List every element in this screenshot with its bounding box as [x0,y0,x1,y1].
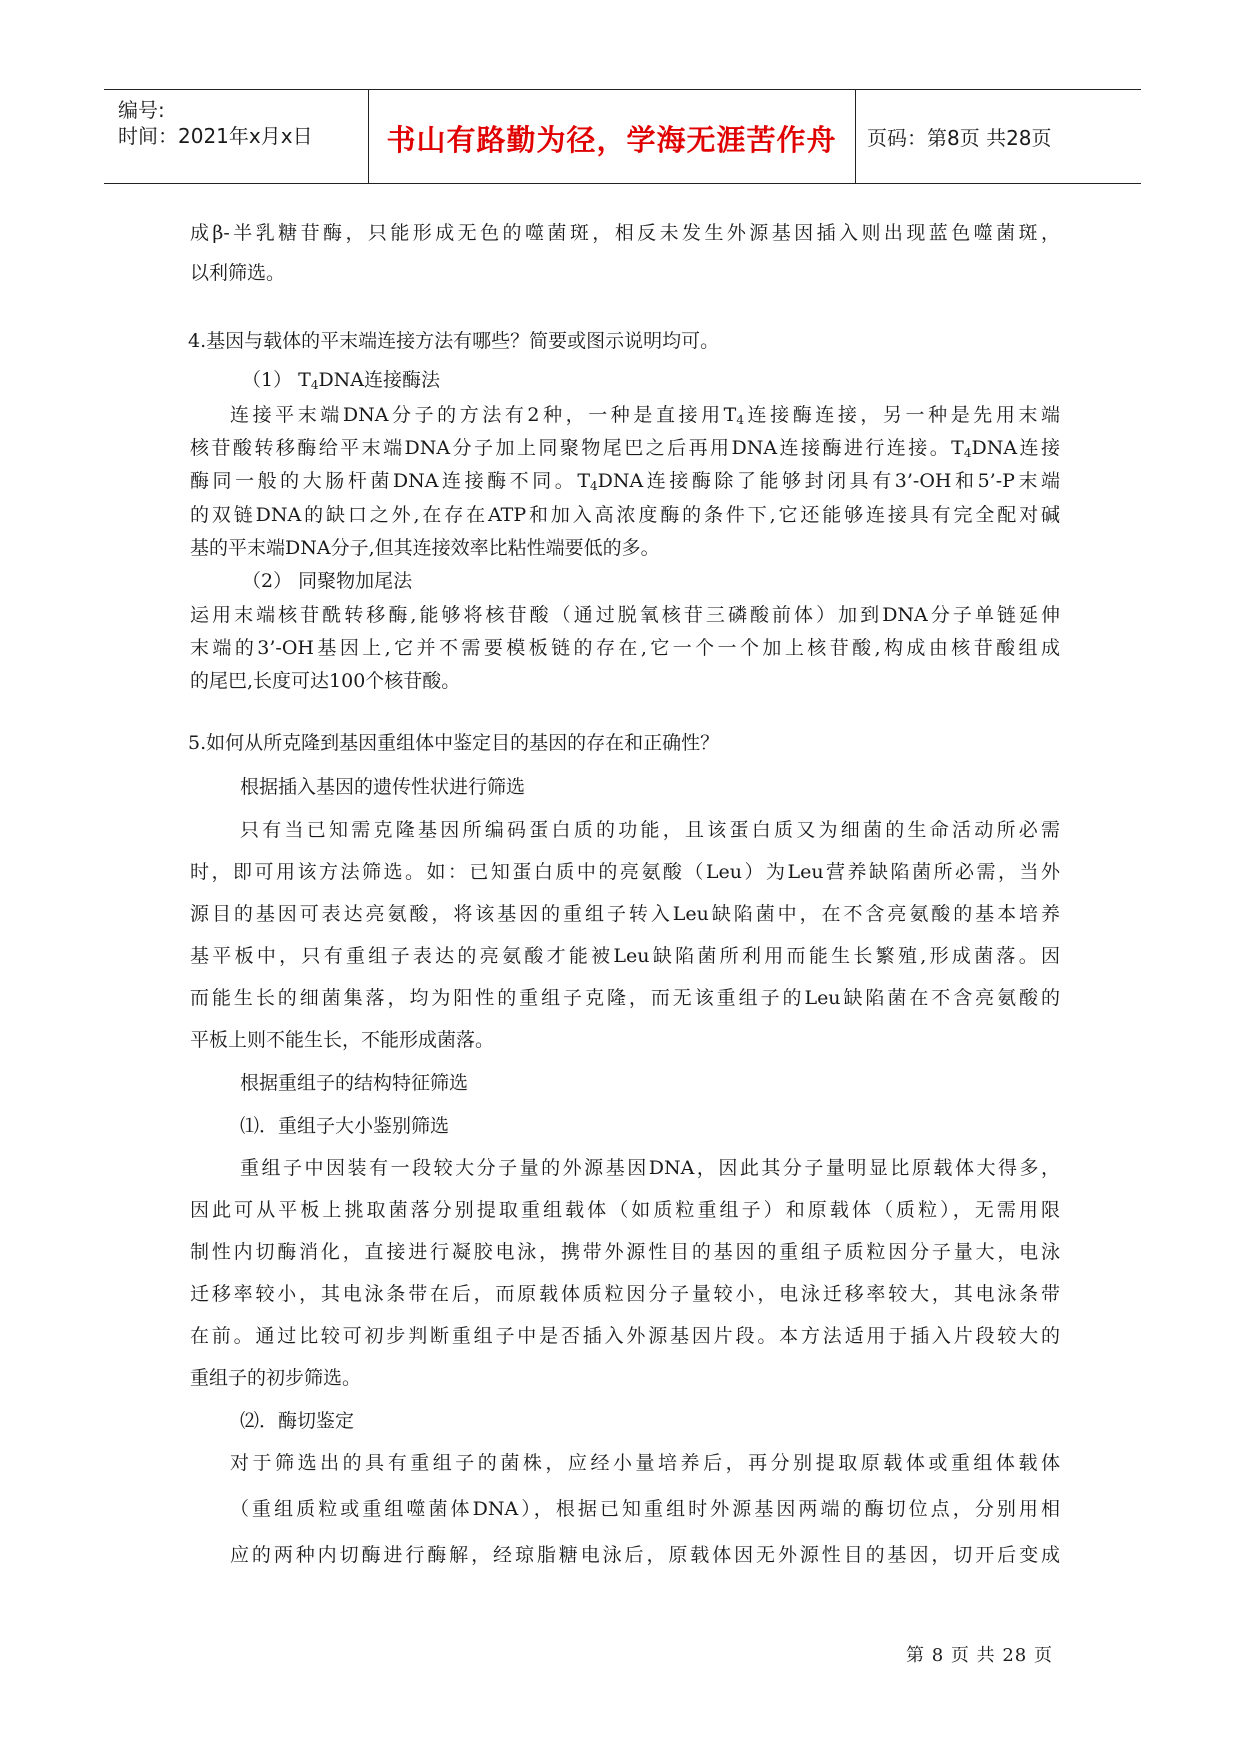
paragraph-line: 迁移率较小，其电泳条带在后，而原载体质粒因分子量较小，电泳迁移率较大，其电泳条带 [190,1283,1060,1305]
header-meta-cell [104,90,369,183]
paragraph-line: 末端的3’-OH基因上,它并不需要模板链的存在,它一个一个加上核苷酸,构成由核苷酸组成 [190,637,1060,659]
paragraph-line: 应的两种内切酶进行酶解，经琼脂糖电泳后，原载体因无外源性目的基因，切开后变成 [230,1544,1060,1566]
paragraph-line: 成β-半乳糖苷酶，只能形成无色的噬菌斑，相反未发生外源基因插入则出现蓝色噬菌斑， [190,222,1060,244]
document-time-label: 时间：2021年x月x日 [118,124,313,148]
paragraph-line: 因此可从平板上挑取菌落分别提取重组载体（如质粒重组子）和原载体（质粒），无需用限 [190,1199,1060,1221]
document-number-label: 编号: [118,98,165,122]
subheading-enzyme-digestion: ⑵．酶切鉴定 [240,1410,355,1432]
header-page-cell [855,90,1141,183]
paragraph-line: （重组质粒或重组噬菌体DNA），根据已知重组时外源基因两端的酶切位点，分别用相 [230,1498,1060,1520]
paragraph-line: 酶同一般的大肠杆菌DNA连接酶不同。$T_4DNA$连接酶除了能够封闭具有3’-OH和5’-P末端 [190,470,1060,493]
header-motto: 书山有路勤为径，学海无涯苦作舟 [386,123,837,157]
section-heading: 根据重组子的结构特征筛选 [240,1072,469,1094]
paragraph-line: 制性内切酶消化，直接进行凝胶电泳，携带外源性目的基因的重组子质粒因分子量大，电泳 [190,1241,1060,1263]
header-motto-cell [368,90,856,183]
paragraph-line: 的双链DNA的缺口之外,在存在ATP和加入高浓度酶的条件下,它还能够连接具有完全配对碱 [190,504,1060,526]
page-header [104,89,1141,184]
section-heading: 根据插入基因的遗传性状进行筛选 [240,776,526,798]
paragraph-line: 以利筛选。 [190,262,286,284]
paragraph-line: 基平板中，只有重组子表达的亮氨酸才能被Leu缺陷菌所利用而能生长繁殖,形成菌落。因 [190,945,1060,967]
paragraph-line: 平板上则不能生长，不能形成菌落。 [190,1029,495,1051]
paragraph-line: 对于筛选出的具有重组子的菌株，应经小量培养后，再分别提取原载体或重组体载体 [230,1452,1060,1474]
paragraph-line: 连接平末端DNA分子的方法有2种，一种是直接用$T_4$连接酶连接，另一种是先用末端 [230,404,1060,427]
subheading-homopolymer-tailing: （2） 同聚物加尾法 [242,570,413,592]
paragraph-line: 而能生长的细菌集落，均为阳性的重组子克隆，而无该重组子的Leu缺陷菌在不含亮氨酸的 [190,987,1060,1009]
paragraph-line: 重组子的初步筛选。 [190,1367,362,1389]
question-5-heading: 5.如何从所克隆到基因重组体中鉴定目的基因的存在和正确性？ [188,732,720,754]
subheading-t4-ligase: （1） $T_4DNA$连接酶法 [242,369,441,392]
paragraph-line: 在前。通过比较可初步判断重组子中是否插入外源基因片段。本方法适用于插入片段较大的 [190,1325,1060,1347]
paragraph-line: 运用末端核苷酰转移酶,能够将核苷酸（通过脱氧核苷三磷酸前体）加到DNA分子单链延伸 [190,604,1060,626]
paragraph-line: 重组子中因装有一段较大分子量的外源基因DNA，因此其分子量明显比原载体大得多， [240,1157,1060,1179]
question-4-heading: 4.基因与载体的平末端连接方法有哪些？简要或图示说明均可。 [188,330,720,352]
paragraph-line: 核苷酸转移酶给平末端DNA分子加上同聚物尾巴之后再用DNA连接酶进行连接。$T_4DNA$连接 [190,437,1060,460]
paragraph-line: 的尾巴,长度可达100个核苷酸。 [190,670,461,692]
paragraph-line: 只有当已知需克隆基因所编码蛋白质的功能，且该蛋白质又为细菌的生命活动所必需 [240,819,1060,841]
paragraph-line: 源目的基因可表达亮氨酸，将该基因的重组子转入Leu缺陷菌中，在不含亮氨酸的基本培养 [190,903,1060,925]
header-page-label: 页码：第8页 共28页 [867,126,1052,150]
subheading-size-screening: ⑴．重组子大小鉴别筛选 [240,1115,450,1137]
paragraph-line: 时，即可用该方法筛选。如：已知蛋白质中的亮氨酸（Leu）为Leu营养缺陷菌所必需，当外 [190,861,1060,883]
page-footer: 第 8 页 共 28 页 [906,1645,1053,1666]
paragraph-line: 基的平末端DNA分子,但其连接效率比粘性端要低的多。 [190,537,660,559]
